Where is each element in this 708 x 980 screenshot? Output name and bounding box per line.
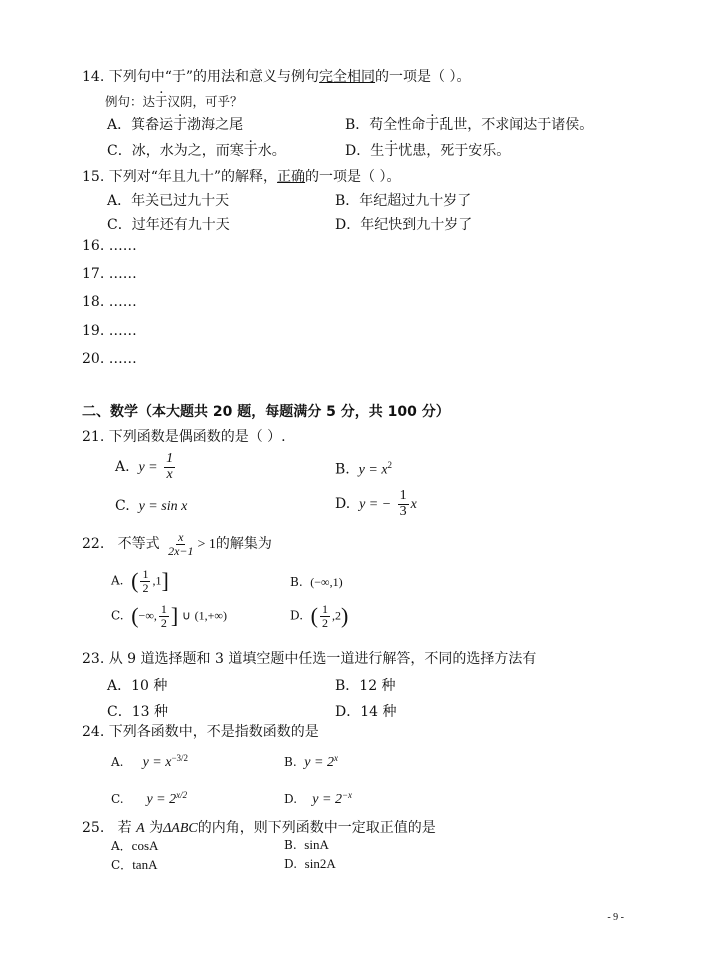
question-25: 25. 若 A 为ΔABC的内角，则下列函数中一定取正值的是	[82, 820, 436, 836]
q22-option-b: B. (−∞,1)	[290, 575, 343, 589]
question-number: 14.	[82, 69, 105, 85]
question-text-tail: 的一项是（ ）。	[375, 69, 471, 85]
question-number: 24.	[82, 724, 105, 740]
q14-option-d: D．生于忧患，死于安乐。	[345, 143, 511, 159]
question-text: 下列函数是偶函数的是（ ）.	[108, 429, 286, 445]
question-18-placeholder: 18. ……	[82, 294, 137, 310]
question-14	[82, 66, 471, 86]
q14-option-a: A．箕畚运于渤海之尾	[107, 117, 244, 133]
q25-option-a: A．cosA	[111, 838, 159, 853]
question-20-placeholder: 20. ……	[82, 351, 137, 367]
q23-option-d: D．14 种	[335, 704, 397, 720]
question-16-placeholder: 16. ……	[82, 238, 137, 254]
q21-option-c: C. y = sin x	[115, 498, 188, 514]
question-number: 22.	[82, 536, 105, 553]
q14-option-b: B．苟全性命于乱世，不求闻达于诸侯。	[345, 117, 594, 133]
q25-option-c: C．tanA	[111, 857, 158, 872]
underlined-emphasis: 完全相同	[319, 69, 376, 85]
example-sentence: 例句：达于汉阴，可乎？	[105, 94, 243, 109]
question-number: 23.	[82, 651, 105, 667]
question-17-placeholder: 17. ……	[82, 266, 137, 282]
q24-option-d: D. $y = 2^{-x}$	[284, 790, 353, 807]
question-number: 21.	[82, 429, 105, 445]
q25-option-d: D. sin2A	[284, 856, 336, 871]
question-21	[82, 426, 286, 446]
question-text: 下列句中“于”的用法和意义与例句	[108, 69, 320, 85]
q23-option-a: A．10 种	[107, 678, 168, 694]
q22-option-c: C. (−∞, $\frac{1}{2}$ ] ∪ (1,+∞)	[111, 602, 227, 630]
q23-option-b: B．12 种	[335, 678, 396, 694]
question-22: 22. 不等式 $\frac{x}{2x-1}$ > 1的解集为	[82, 530, 272, 558]
page-number: - 9 -	[607, 912, 624, 923]
question-15: 15. 下列对“年且九十”的解释，正确的一项是（ ）。	[82, 169, 401, 185]
q22-option-d: D. ( $\frac{1}{2}$ ,2)	[290, 602, 349, 630]
question-number: 15.	[82, 169, 105, 185]
question-23: 23. 从 9 道选择题和 3 道填空题中任选一道进行解答，不同的选择方法有	[82, 651, 537, 667]
q15-option-d: D．年纪快到九十岁了	[335, 217, 473, 233]
q25-option-b: B. sinA	[284, 837, 329, 852]
q15-option-b: B．年纪超过九十岁了	[335, 193, 472, 209]
section-heading: 二、数学（本大题共 20 题，每题满分 5 分，共 100 分）	[82, 404, 450, 420]
emphasis-dot: 于	[155, 94, 168, 109]
q22-option-a: A. ( $\frac{1}{2}$ ,1]	[111, 567, 169, 595]
q15-option-c: C．过年还有九十天	[107, 217, 230, 233]
q21-option-d: D. y = − $\frac{1}{3}$ x	[335, 488, 417, 519]
q23-option-c: C．13 种	[107, 704, 168, 720]
q21-option-a: A. y = $\frac{1}{x}$	[115, 451, 174, 482]
question-number: 25.	[82, 820, 105, 836]
q15-option-a: A．年关已过九十天	[107, 193, 230, 209]
q14-option-c: C．冰，水为之，而寒于水。	[107, 143, 286, 159]
question-24: 24. 下列各函数中，不是指数函数的是	[82, 724, 319, 740]
q24-option-c: C. $y = 2^{x/2}$	[111, 790, 188, 807]
q24-option-b: B. $y = 2^x$	[284, 753, 338, 770]
underlined-emphasis: 正确	[277, 169, 306, 185]
question-19-placeholder: 19. ……	[82, 323, 137, 339]
q24-option-a: A. $y = x^{-3/2}$	[111, 753, 189, 770]
q21-option-b: B. $y = x^2$	[335, 460, 393, 478]
